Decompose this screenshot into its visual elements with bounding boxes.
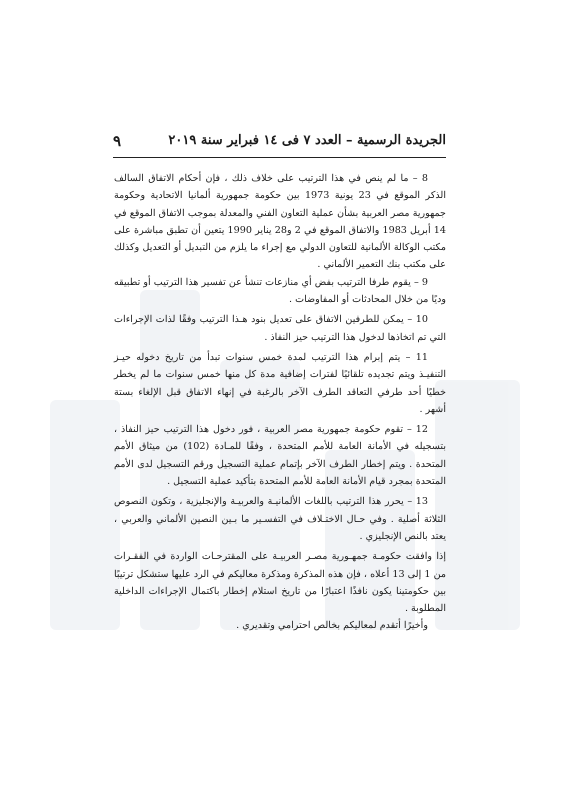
paragraph-closing: وأخيرًا أتقدم لمعاليكم بخالص احترامي وتقديري .	[236, 620, 428, 632]
paragraph-article-9: 9 – يقوم طرفا الترتيب بفض أي منازعات تنشأ عن تفسير هذا الترتيب أو تطبيقه وديًا من خلال المحادثات أو المفاوضات .	[114, 276, 446, 306]
page-number: ٩	[113, 132, 122, 150]
paragraph-conclusion: إذا وافقت حكومـة جمهـورية مصـر العربيـة على المقترحـات الواردة في الفقـرات من 1 إلى 13 أعلاه ، فإن هذه المذكرة ومذكرة معاليكم في الرد عليها ستشكل ترتيبًا بين حكومتينا يكون نافذًا اعتبارًا من تاريخ استلام إخطار باكتمال الإجراءات الداخلية المطلوبة .	[114, 551, 447, 615]
paragraph-article-13: 13 – يحرر هذا الترتيب باللغات الألمانيـة والعربيـة والإنجليزية ، وتكون النصوص الثلاثة أصلية . وفي حـال الاختـلاف في التفسـير ما بـين النصين الألماني والعربي ، يعتد بالنص الإنجليزي .	[114, 496, 446, 542]
document-body	[114, 170, 446, 635]
header-title: الجريدة الرسمية – العدد ٧ فى ١٤ فبراير سنة ٢٠١٩	[168, 133, 446, 148]
paragraph-article-8: 8 – ما لم ينص في هذا الترتيب على خلاف ذلك ، فإن أحكام الاتفاق السالف الذكر الموقع في 23 يونية 1973 بين حكومة جمهورية ألمانيا الاتحادية وحكومة جمهورية مصر العربية بشأن عملية التعاون الفني والمعدلة بموجب الاتفاق الموقع في 14 أبريل 1983 والاتفاق الموقع في 2 و28 يناير 1990 يتعين أن تطبق مباشرة على مكتب الوكالة الألمانية للتعاون الدولي مع إجراء ما يلزم من التبديل أو التعديل وكذلك على مكتب بنك التعمير الألماني .	[114, 173, 447, 271]
header-rule	[113, 157, 446, 158]
paragraph-article-12: 12 – تقوم حكومة جمهورية مصر العربية ، فور دخول هذا الترتيب حيز النفاذ ، بتسجيله في الأمانة العامة للأمم المتحدة ، وفقًا للمـادة (102) من ميثاق الأمم المتحدة . ويتم إخطار الطرف الآخر بإتمام عملية التسجيل ورقم التسجيل لدى الأمم المتحدة بمجرد قيام الأمانة العامة للأمم المتحدة بتأكيد عملية التسجيل .	[114, 424, 446, 488]
paragraph-article-11: 11 – يتم إبرام هذا الترتيب لمدة خمس سنوات تبدأ من تاريخ دخوله حيـز التنفيـذ ويتم تجديده تلقائيًا لفترات إضافية مدة كل منها خمس سنوات ما لم يخطر خطيًا أحد طرفي التعاقد الطرف الآخر بالرغبة في إنهاء الاتفاق قبل الإلغاء بستة أشهر .	[114, 351, 446, 415]
paragraph-article-10: 10 – يمكن للطرفين الاتفاق على تعديل بنود هـذا الترتيب وفقًا لذات الإجراءات التي تم اتخاذها لدخول هذا الترتيب حيز النفاذ .	[114, 314, 446, 343]
page-header	[113, 133, 446, 153]
